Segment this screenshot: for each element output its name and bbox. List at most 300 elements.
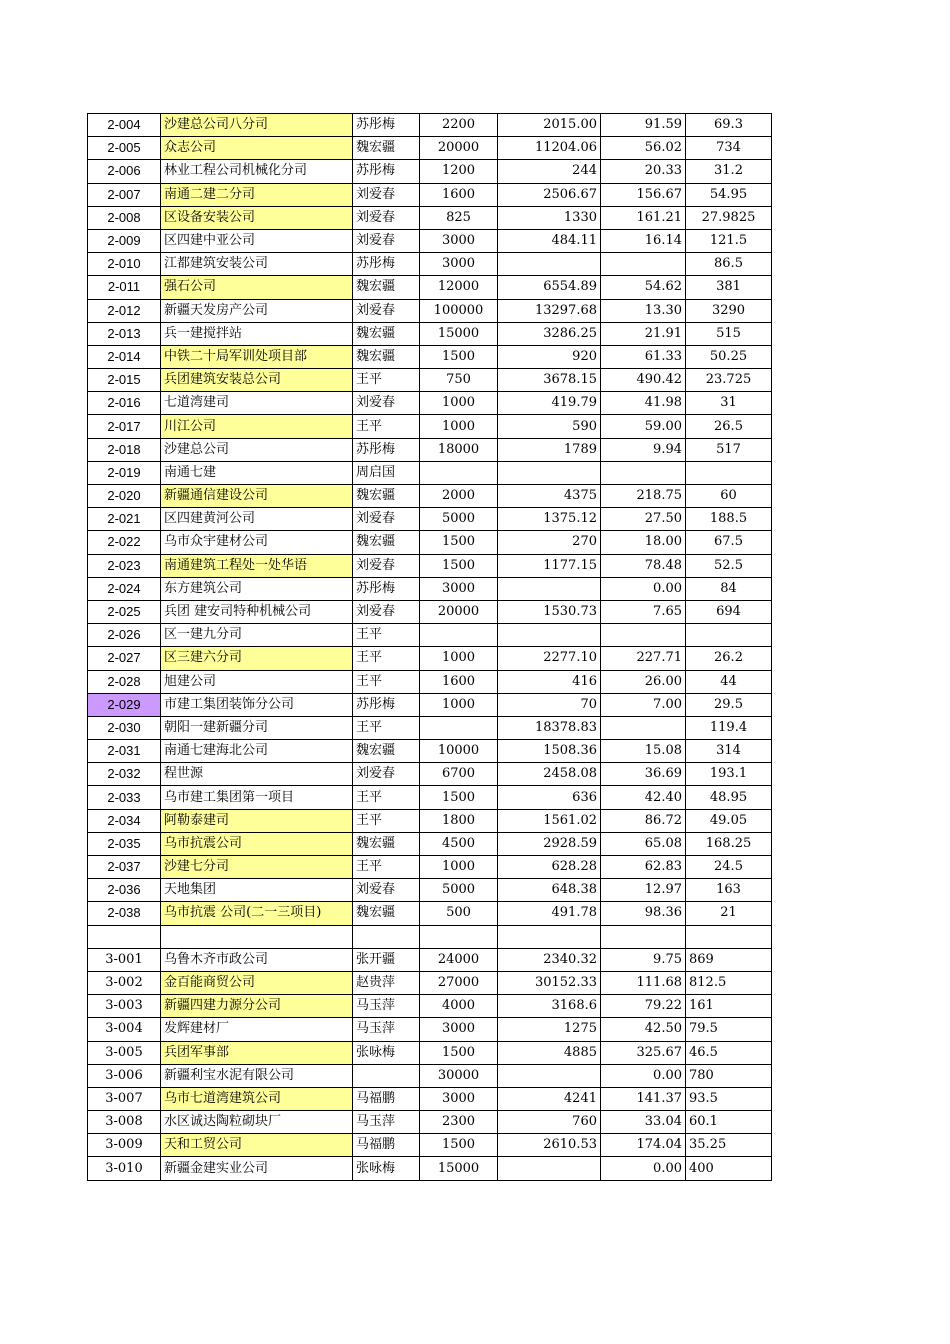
cell-person[interactable]: 马玉萍 <box>353 1111 420 1134</box>
cell-company-name[interactable]: 沙建总公司八分司 <box>161 114 353 137</box>
cell-company-name[interactable]: 朝阳一建新疆分司 <box>161 716 353 739</box>
cell-company-name[interactable]: 兵团军事部 <box>161 1041 353 1064</box>
cell-percent[interactable]: 65.08 <box>601 832 686 855</box>
cell-percent[interactable]: 325.67 <box>601 1041 686 1064</box>
cell-person[interactable]: 刘爱春 <box>353 554 420 577</box>
cell-value[interactable]: 1561.02 <box>498 809 601 832</box>
cell-last[interactable]: 121.5 <box>686 229 772 252</box>
cell-value[interactable]: 2277.10 <box>498 647 601 670</box>
cell-person[interactable]: 马玉萍 <box>353 995 420 1018</box>
cell-person[interactable]: 魏宏疆 <box>353 345 420 368</box>
cell-person[interactable]: 魏宏疆 <box>353 322 420 345</box>
cell-value[interactable]: 648.38 <box>498 879 601 902</box>
cell-percent[interactable]: 0.00 <box>601 577 686 600</box>
cell-amount[interactable]: 15000 <box>420 1157 498 1180</box>
cell-amount[interactable]: 1500 <box>420 554 498 577</box>
cell-last[interactable]: 60 <box>686 485 772 508</box>
cell-company-name[interactable]: 强石公司 <box>161 276 353 299</box>
cell-person[interactable]: 周启国 <box>353 461 420 484</box>
cell-value[interactable]: 1177.15 <box>498 554 601 577</box>
cell-company-name[interactable]: 程世源 <box>161 763 353 786</box>
cell-amount[interactable]: 1500 <box>420 786 498 809</box>
cell-percent[interactable]: 54.62 <box>601 276 686 299</box>
cell-last[interactable]: 23.725 <box>686 369 772 392</box>
cell-person[interactable]: 张咏梅 <box>353 1157 420 1180</box>
cell-company-name[interactable]: 南通二建二分司 <box>161 183 353 206</box>
cell-value[interactable]: 1275 <box>498 1018 601 1041</box>
cell-code[interactable]: 2-030 <box>88 716 161 739</box>
cell-percent[interactable]: 98.36 <box>601 902 686 925</box>
cell-amount[interactable] <box>420 624 498 647</box>
cell-person[interactable]: 魏宏疆 <box>353 832 420 855</box>
cell-person[interactable]: 王平 <box>353 809 420 832</box>
cell-person[interactable]: 魏宏疆 <box>353 531 420 554</box>
cell-amount[interactable]: 4000 <box>420 995 498 1018</box>
cell-percent[interactable]: 13.30 <box>601 299 686 322</box>
cell-last[interactable]: 26.5 <box>686 415 772 438</box>
cell-value[interactable]: 1330 <box>498 206 601 229</box>
cell-percent[interactable]: 9.94 <box>601 438 686 461</box>
cell-code[interactable]: 2-015 <box>88 369 161 392</box>
cell-percent[interactable]: 33.04 <box>601 1111 686 1134</box>
cell-value[interactable]: 70 <box>498 693 601 716</box>
cell-value[interactable]: 416 <box>498 670 601 693</box>
cell-company-name[interactable]: 市建工集团装饰分公司 <box>161 693 353 716</box>
cell-percent[interactable]: 62.83 <box>601 856 686 879</box>
cell-value[interactable]: 4241 <box>498 1087 601 1110</box>
cell-amount[interactable]: 1000 <box>420 693 498 716</box>
cell-company-name[interactable]: 南通七建海北公司 <box>161 740 353 763</box>
cell-percent[interactable]: 161.21 <box>601 206 686 229</box>
cell-percent[interactable]: 0.00 <box>601 1157 686 1180</box>
cell-code[interactable]: 3-002 <box>88 971 161 994</box>
cell-company-name[interactable]: 兵一建搅拌站 <box>161 322 353 345</box>
cell-code[interactable]: 2-038 <box>88 902 161 925</box>
cell-amount[interactable]: 1200 <box>420 160 498 183</box>
cell-percent[interactable] <box>601 253 686 276</box>
cell-amount[interactable]: 15000 <box>420 322 498 345</box>
cell-amount[interactable]: 500 <box>420 902 498 925</box>
cell-percent[interactable] <box>601 461 686 484</box>
cell-company-name[interactable]: 乌市抗震公司 <box>161 832 353 855</box>
cell-person[interactable]: 张咏梅 <box>353 1041 420 1064</box>
cell-percent[interactable]: 59.00 <box>601 415 686 438</box>
cell-company-name[interactable]: 旭建公司 <box>161 670 353 693</box>
cell-person[interactable]: 刘爱春 <box>353 600 420 623</box>
cell-company-name[interactable]: 乌市众宇建材公司 <box>161 531 353 554</box>
cell-percent[interactable]: 16.14 <box>601 229 686 252</box>
cell-code[interactable]: 2-006 <box>88 160 161 183</box>
cell-value[interactable]: 419.79 <box>498 392 601 415</box>
cell-code[interactable]: 2-004 <box>88 114 161 137</box>
cell-company-name[interactable]: 川江公司 <box>161 415 353 438</box>
cell-amount[interactable]: 1000 <box>420 392 498 415</box>
cell-code[interactable]: 2-021 <box>88 508 161 531</box>
cell-person[interactable]: 魏宏疆 <box>353 740 420 763</box>
cell-amount[interactable]: 2000 <box>420 485 498 508</box>
cell-percent[interactable]: 156.67 <box>601 183 686 206</box>
cell-last[interactable]: 168.25 <box>686 832 772 855</box>
cell-person[interactable]: 苏彤梅 <box>353 693 420 716</box>
cell-last[interactable]: 48.95 <box>686 786 772 809</box>
cell-value[interactable]: 11204.06 <box>498 137 601 160</box>
cell-last[interactable]: 314 <box>686 740 772 763</box>
cell-code[interactable]: 2-029 <box>88 693 161 716</box>
cell-value[interactable] <box>498 1064 601 1087</box>
cell-code[interactable]: 3-009 <box>88 1134 161 1157</box>
cell-value[interactable]: 4885 <box>498 1041 601 1064</box>
cell-amount[interactable]: 20000 <box>420 137 498 160</box>
cell-percent[interactable]: 36.69 <box>601 763 686 786</box>
cell-last[interactable]: 84 <box>686 577 772 600</box>
cell-last[interactable] <box>686 624 772 647</box>
cell-person[interactable] <box>353 1064 420 1087</box>
cell-value[interactable] <box>498 461 601 484</box>
cell-amount[interactable]: 1500 <box>420 345 498 368</box>
cell-code[interactable]: 2-017 <box>88 415 161 438</box>
cell-value[interactable]: 1375.12 <box>498 508 601 531</box>
cell-amount[interactable]: 3000 <box>420 577 498 600</box>
cell-last[interactable]: 35.25 <box>686 1134 772 1157</box>
cell-amount[interactable]: 5000 <box>420 508 498 531</box>
cell-company-name[interactable]: 南通建筑工程处一处华语 <box>161 554 353 577</box>
cell-code[interactable]: 2-009 <box>88 229 161 252</box>
cell-percent[interactable]: 141.37 <box>601 1087 686 1110</box>
cell-last[interactable]: 26.2 <box>686 647 772 670</box>
cell-amount[interactable]: 30000 <box>420 1064 498 1087</box>
cell-value[interactable]: 484.11 <box>498 229 601 252</box>
cell-person[interactable]: 刘爱春 <box>353 299 420 322</box>
cell-code[interactable]: 2-013 <box>88 322 161 345</box>
cell-company-name[interactable]: 众志公司 <box>161 137 353 160</box>
cell-code[interactable]: 2-033 <box>88 786 161 809</box>
cell-percent[interactable]: 0.00 <box>601 1064 686 1087</box>
cell-value[interactable]: 13297.68 <box>498 299 601 322</box>
cell-last[interactable]: 812.5 <box>686 971 772 994</box>
cell-amount[interactable]: 2200 <box>420 114 498 137</box>
cell-company-name[interactable]: 区四建黄河公司 <box>161 508 353 531</box>
cell-value[interactable]: 6554.89 <box>498 276 601 299</box>
cell-code[interactable]: 2-036 <box>88 879 161 902</box>
cell-person[interactable]: 刘爱春 <box>353 183 420 206</box>
cell-last[interactable]: 52.5 <box>686 554 772 577</box>
cell-value[interactable]: 1530.73 <box>498 600 601 623</box>
cell-code[interactable]: 3-008 <box>88 1111 161 1134</box>
cell-company-name[interactable]: 乌市七道湾建筑公司 <box>161 1087 353 1110</box>
cell-code[interactable]: 3-005 <box>88 1041 161 1064</box>
cell-person[interactable]: 刘爱春 <box>353 229 420 252</box>
cell-company-name[interactable]: 东方建筑公司 <box>161 577 353 600</box>
cell-person[interactable]: 刘爱春 <box>353 879 420 902</box>
cell-last[interactable]: 734 <box>686 137 772 160</box>
cell-company-name[interactable]: 新疆通信建设公司 <box>161 485 353 508</box>
cell-amount[interactable]: 6700 <box>420 763 498 786</box>
cell-amount[interactable]: 1500 <box>420 1134 498 1157</box>
cell-amount[interactable]: 10000 <box>420 740 498 763</box>
cell-percent[interactable]: 91.59 <box>601 114 686 137</box>
cell-amount[interactable]: 18000 <box>420 438 498 461</box>
cell-last[interactable]: 69.3 <box>686 114 772 137</box>
cell-percent[interactable]: 78.48 <box>601 554 686 577</box>
cell-company-name[interactable]: 南通七建 <box>161 461 353 484</box>
cell-last[interactable]: 21 <box>686 902 772 925</box>
cell-value[interactable]: 3286.25 <box>498 322 601 345</box>
cell-code[interactable]: 3-003 <box>88 995 161 1018</box>
cell-amount[interactable]: 4500 <box>420 832 498 855</box>
cell-last[interactable]: 44 <box>686 670 772 693</box>
cell-amount[interactable]: 3000 <box>420 253 498 276</box>
cell-company-name[interactable]: 乌鲁木齐市政公司 <box>161 948 353 971</box>
cell-code[interactable]: 2-035 <box>88 832 161 855</box>
cell-code[interactable]: 2-023 <box>88 554 161 577</box>
cell-code[interactable]: 2-025 <box>88 600 161 623</box>
cell-percent[interactable]: 86.72 <box>601 809 686 832</box>
cell-last[interactable]: 119.4 <box>686 716 772 739</box>
cell-code[interactable]: 2-012 <box>88 299 161 322</box>
cell-company-name[interactable]: 新疆天发房产公司 <box>161 299 353 322</box>
cell-company-name[interactable]: 新疆四建力源分公司 <box>161 995 353 1018</box>
cell-value[interactable]: 1508.36 <box>498 740 601 763</box>
cell-value[interactable] <box>498 925 601 948</box>
cell-last[interactable]: 161 <box>686 995 772 1018</box>
cell-person[interactable]: 魏宏疆 <box>353 137 420 160</box>
cell-person[interactable]: 王平 <box>353 647 420 670</box>
cell-person[interactable]: 刘爱春 <box>353 763 420 786</box>
cell-last[interactable]: 49.05 <box>686 809 772 832</box>
cell-code[interactable]: 2-031 <box>88 740 161 763</box>
cell-last[interactable]: 193.1 <box>686 763 772 786</box>
cell-last[interactable]: 381 <box>686 276 772 299</box>
cell-company-name[interactable]: 林业工程公司机械化分司 <box>161 160 353 183</box>
cell-person[interactable]: 马福鹏 <box>353 1087 420 1110</box>
cell-percent[interactable]: 218.75 <box>601 485 686 508</box>
cell-last[interactable]: 50.25 <box>686 345 772 368</box>
cell-person[interactable]: 苏彤梅 <box>353 438 420 461</box>
cell-value[interactable]: 3168.6 <box>498 995 601 1018</box>
cell-last[interactable]: 46.5 <box>686 1041 772 1064</box>
cell-code[interactable]: 3-001 <box>88 948 161 971</box>
cell-value[interactable]: 760 <box>498 1111 601 1134</box>
cell-last[interactable]: 29.5 <box>686 693 772 716</box>
cell-last[interactable]: 515 <box>686 322 772 345</box>
cell-percent[interactable]: 41.98 <box>601 392 686 415</box>
cell-percent[interactable] <box>601 716 686 739</box>
cell-last[interactable]: 54.95 <box>686 183 772 206</box>
cell-person[interactable] <box>353 925 420 948</box>
cell-person[interactable]: 王平 <box>353 369 420 392</box>
cell-amount[interactable]: 1000 <box>420 415 498 438</box>
cell-code[interactable]: 2-032 <box>88 763 161 786</box>
cell-person[interactable]: 王平 <box>353 670 420 693</box>
cell-amount[interactable]: 12000 <box>420 276 498 299</box>
cell-company-name[interactable]: 区三建六分司 <box>161 647 353 670</box>
cell-company-name[interactable]: 中铁二十局军训处项目部 <box>161 345 353 368</box>
cell-company-name[interactable]: 新疆利宝水泥有限公司 <box>161 1064 353 1087</box>
cell-last[interactable]: 79.5 <box>686 1018 772 1041</box>
cell-last[interactable]: 67.5 <box>686 531 772 554</box>
cell-code[interactable]: 2-018 <box>88 438 161 461</box>
cell-company-name[interactable]: 江都建筑安装公司 <box>161 253 353 276</box>
cell-amount[interactable]: 20000 <box>420 600 498 623</box>
cell-code[interactable]: 2-027 <box>88 647 161 670</box>
cell-code[interactable]: 2-028 <box>88 670 161 693</box>
cell-percent[interactable]: 111.68 <box>601 971 686 994</box>
cell-last[interactable]: 60.1 <box>686 1111 772 1134</box>
cell-person[interactable]: 刘爱春 <box>353 206 420 229</box>
cell-last[interactable] <box>686 925 772 948</box>
cell-company-name[interactable]: 新疆金建实业公司 <box>161 1157 353 1180</box>
cell-person[interactable]: 王平 <box>353 415 420 438</box>
cell-company-name[interactable]: 发辉建材厂 <box>161 1018 353 1041</box>
cell-last[interactable] <box>686 461 772 484</box>
cell-person[interactable]: 王平 <box>353 716 420 739</box>
cell-percent[interactable] <box>601 925 686 948</box>
cell-value[interactable]: 1789 <box>498 438 601 461</box>
cell-percent[interactable]: 7.65 <box>601 600 686 623</box>
cell-last[interactable]: 93.5 <box>686 1087 772 1110</box>
cell-last[interactable]: 694 <box>686 600 772 623</box>
cell-amount[interactable]: 5000 <box>420 879 498 902</box>
cell-percent[interactable]: 56.02 <box>601 137 686 160</box>
cell-value[interactable]: 2610.53 <box>498 1134 601 1157</box>
cell-person[interactable]: 魏宏疆 <box>353 485 420 508</box>
cell-code[interactable]: 2-007 <box>88 183 161 206</box>
cell-value[interactable]: 2506.67 <box>498 183 601 206</box>
cell-last[interactable]: 86.5 <box>686 253 772 276</box>
cell-value[interactable]: 3678.15 <box>498 369 601 392</box>
cell-percent[interactable]: 9.75 <box>601 948 686 971</box>
cell-person[interactable]: 赵贵萍 <box>353 971 420 994</box>
cell-person[interactable]: 马福鹏 <box>353 1134 420 1157</box>
cell-code[interactable]: 2-005 <box>88 137 161 160</box>
cell-code[interactable]: 2-019 <box>88 461 161 484</box>
cell-amount[interactable]: 825 <box>420 206 498 229</box>
cell-amount[interactable]: 1000 <box>420 856 498 879</box>
cell-company-name[interactable] <box>161 925 353 948</box>
cell-amount[interactable]: 3000 <box>420 1087 498 1110</box>
cell-value[interactable]: 590 <box>498 415 601 438</box>
cell-percent[interactable]: 12.97 <box>601 879 686 902</box>
cell-amount[interactable] <box>420 925 498 948</box>
cell-person[interactable]: 苏彤梅 <box>353 253 420 276</box>
cell-last[interactable]: 31.2 <box>686 160 772 183</box>
cell-company-name[interactable]: 金百能商贸公司 <box>161 971 353 994</box>
cell-company-name[interactable]: 水区诚达陶粒砌块厂 <box>161 1111 353 1134</box>
cell-amount[interactable]: 27000 <box>420 971 498 994</box>
cell-person[interactable]: 刘爱春 <box>353 508 420 531</box>
cell-company-name[interactable]: 兵团建筑安装总公司 <box>161 369 353 392</box>
cell-value[interactable]: 18378.83 <box>498 716 601 739</box>
cell-amount[interactable]: 1000 <box>420 647 498 670</box>
cell-value[interactable]: 270 <box>498 531 601 554</box>
cell-value[interactable]: 30152.33 <box>498 971 601 994</box>
cell-code[interactable]: 2-016 <box>88 392 161 415</box>
cell-code[interactable]: 2-034 <box>88 809 161 832</box>
cell-percent[interactable]: 174.04 <box>601 1134 686 1157</box>
cell-percent[interactable]: 21.91 <box>601 322 686 345</box>
cell-last[interactable]: 780 <box>686 1064 772 1087</box>
cell-percent[interactable]: 18.00 <box>601 531 686 554</box>
cell-code[interactable]: 3-006 <box>88 1064 161 1087</box>
cell-value[interactable]: 2928.59 <box>498 832 601 855</box>
cell-value[interactable]: 491.78 <box>498 902 601 925</box>
cell-code[interactable]: 2-026 <box>88 624 161 647</box>
cell-last[interactable]: 31 <box>686 392 772 415</box>
cell-company-name[interactable]: 区一建九分司 <box>161 624 353 647</box>
cell-amount[interactable]: 3000 <box>420 1018 498 1041</box>
cell-amount[interactable]: 1600 <box>420 670 498 693</box>
cell-amount[interactable]: 750 <box>420 369 498 392</box>
cell-amount[interactable]: 2300 <box>420 1111 498 1134</box>
cell-code[interactable]: 2-020 <box>88 485 161 508</box>
cell-person[interactable]: 王平 <box>353 624 420 647</box>
cell-percent[interactable]: 490.42 <box>601 369 686 392</box>
cell-percent[interactable]: 42.40 <box>601 786 686 809</box>
cell-value[interactable]: 2340.32 <box>498 948 601 971</box>
cell-person[interactable]: 魏宏疆 <box>353 276 420 299</box>
cell-value[interactable]: 244 <box>498 160 601 183</box>
cell-person[interactable]: 张开疆 <box>353 948 420 971</box>
cell-amount[interactable]: 3000 <box>420 229 498 252</box>
cell-percent[interactable]: 79.22 <box>601 995 686 1018</box>
cell-value[interactable] <box>498 577 601 600</box>
cell-value[interactable]: 2458.08 <box>498 763 601 786</box>
cell-last[interactable]: 400 <box>686 1157 772 1180</box>
cell-percent[interactable]: 61.33 <box>601 345 686 368</box>
cell-company-name[interactable]: 沙建总公司 <box>161 438 353 461</box>
cell-last[interactable]: 163 <box>686 879 772 902</box>
cell-company-name[interactable]: 沙建七分司 <box>161 856 353 879</box>
cell-person[interactable]: 马玉萍 <box>353 1018 420 1041</box>
cell-value[interactable]: 636 <box>498 786 601 809</box>
cell-code[interactable]: 3-004 <box>88 1018 161 1041</box>
cell-code[interactable]: 3-007 <box>88 1087 161 1110</box>
cell-code[interactable]: 2-022 <box>88 531 161 554</box>
cell-percent[interactable]: 227.71 <box>601 647 686 670</box>
cell-amount[interactable]: 100000 <box>420 299 498 322</box>
cell-percent[interactable]: 7.00 <box>601 693 686 716</box>
cell-amount[interactable] <box>420 461 498 484</box>
cell-last[interactable]: 188.5 <box>686 508 772 531</box>
cell-value[interactable]: 920 <box>498 345 601 368</box>
cell-company-name[interactable]: 阿勒泰建司 <box>161 809 353 832</box>
cell-amount[interactable]: 1800 <box>420 809 498 832</box>
cell-code[interactable] <box>88 925 161 948</box>
cell-code[interactable]: 2-024 <box>88 577 161 600</box>
cell-amount[interactable]: 1500 <box>420 1041 498 1064</box>
cell-code[interactable]: 2-011 <box>88 276 161 299</box>
cell-value[interactable]: 4375 <box>498 485 601 508</box>
cell-percent[interactable]: 15.08 <box>601 740 686 763</box>
cell-company-name[interactable]: 区四建中亚公司 <box>161 229 353 252</box>
cell-company-name[interactable]: 七道湾建司 <box>161 392 353 415</box>
cell-company-name[interactable]: 天地集团 <box>161 879 353 902</box>
cell-amount[interactable]: 1500 <box>420 531 498 554</box>
cell-company-name[interactable]: 区设备安装公司 <box>161 206 353 229</box>
cell-last[interactable]: 869 <box>686 948 772 971</box>
cell-percent[interactable]: 27.50 <box>601 508 686 531</box>
cell-person[interactable]: 苏彤梅 <box>353 160 420 183</box>
cell-company-name[interactable]: 乌市抗震 公司(二一三项目) <box>161 902 353 925</box>
cell-code[interactable]: 2-010 <box>88 253 161 276</box>
cell-person[interactable]: 刘爱春 <box>353 392 420 415</box>
cell-person[interactable]: 王平 <box>353 786 420 809</box>
cell-last[interactable]: 24.5 <box>686 856 772 879</box>
cell-value[interactable]: 628.28 <box>498 856 601 879</box>
cell-last[interactable]: 517 <box>686 438 772 461</box>
cell-person[interactable]: 王平 <box>353 856 420 879</box>
cell-amount[interactable]: 1600 <box>420 183 498 206</box>
